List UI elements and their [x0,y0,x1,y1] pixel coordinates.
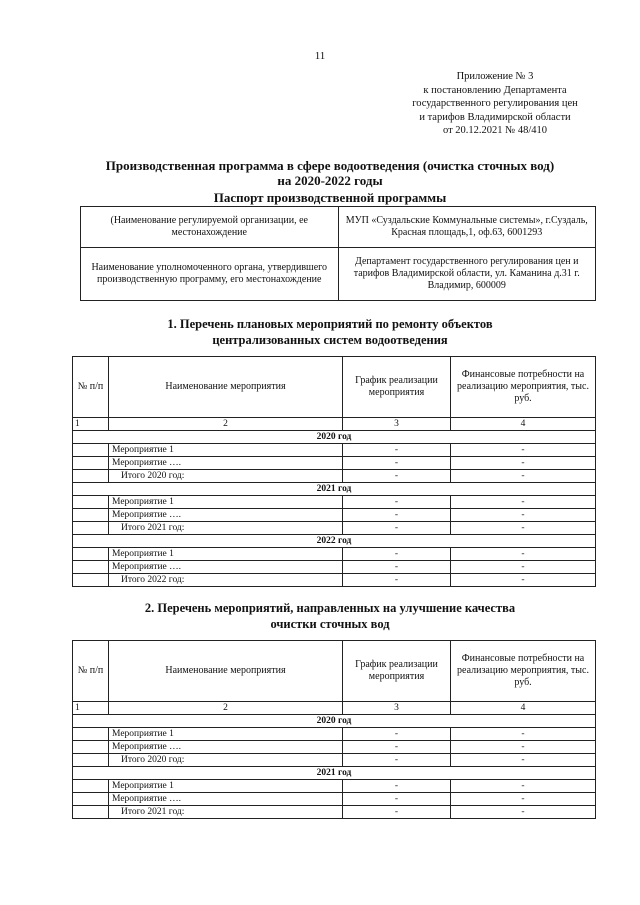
finance-cell: - [451,457,596,470]
column-number: 4 [451,702,596,715]
schedule-cell: - [343,496,451,509]
event-name: Мероприятие 1 [109,780,343,793]
table-row [73,728,596,741]
schedule-cell: - [343,522,451,535]
passport-row [81,207,596,248]
table-row [73,457,596,470]
event-name: Мероприятие …. [109,457,343,470]
table-row [73,793,596,806]
year-label: 2021 год [73,767,596,780]
authority-value: Департамент государственного регулирования цен и тарифов Владимирской области, ул. Каманина д.31 г. Владимир, 600009 [338,248,596,301]
section1-title-line1: 1. Перечень плановых мероприятий по ремонту объектов [167,317,493,331]
schedule-cell: - [343,457,451,470]
finance-cell: - [451,444,596,457]
organization-value: МУП «Суздальские Коммунальные системы», г.Суздаль, Красная площадь,1, оф.63, 6001293 [338,207,596,248]
passport-row [81,248,596,301]
passport-table [80,206,596,301]
table-row [73,522,596,535]
appendix-line: государственного регулирования цен [412,98,578,109]
repair-plan-table [72,356,596,587]
authority-label: Наименование уполномоченного органа, утвердившего производственную программу, его местонахождение [81,248,339,301]
column-number: 1 [73,418,109,431]
finance-cell: - [451,574,596,587]
document-title-line2: на 2020-2022 годы [277,173,383,188]
finance-cell: - [451,780,596,793]
appendix-line: к постановлению Департамента [423,84,567,96]
table-header-row [73,357,596,418]
finance-cell: - [451,561,596,574]
header-num: № п/п [73,357,109,418]
finance-cell: - [451,470,596,483]
column-number: 2 [109,702,343,715]
event-name: Мероприятие …. [109,741,343,754]
document-title-line1: Производственная программа в сфере водоотведения (очистка сточных вод) [105,158,555,173]
schedule-cell: - [343,470,451,483]
schedule-cell: - [343,780,451,793]
header-name: Наименование мероприятия [109,641,343,702]
appendix-line: Приложение № 3 [456,71,534,82]
year-row [73,483,596,496]
table-row [73,444,596,457]
year-row [73,431,596,444]
event-name: Мероприятие 1 [109,548,343,561]
passport-title: Паспорт производственной программы [213,190,447,205]
header-schedule: График реализации мероприятия [343,357,451,418]
table-row [73,548,596,561]
finance-cell: - [451,728,596,741]
total-label: Итого 2022 год: [109,574,343,587]
page-number: 11 [314,50,326,62]
column-number-row [73,418,596,431]
schedule-cell: - [343,561,451,574]
header-name: Наименование мероприятия [109,357,343,418]
year-label: 2020 год [73,431,596,444]
finance-cell: - [451,548,596,561]
section2-title-line2: очистки сточных вод [270,617,390,631]
event-name: Мероприятие …. [109,561,343,574]
header-finance: Финансовые потребности на реализацию мероприятия, тыс. руб. [451,357,596,418]
event-name: Мероприятие 1 [109,728,343,741]
event-name: Мероприятие …. [109,509,343,522]
table-row [73,561,596,574]
finance-cell: - [451,522,596,535]
event-name: Мероприятие 1 [109,444,343,457]
event-name: Мероприятие 1 [109,496,343,509]
year-row [73,535,596,548]
table-row [73,741,596,754]
total-label: Итого 2021 год: [109,522,343,535]
table-row [73,806,596,819]
appendix-block [395,70,595,138]
section2-title [70,600,590,632]
appendix-line: от 20.12.2021 № 48/410 [442,125,547,136]
finance-cell: - [451,509,596,522]
column-number: 3 [343,702,451,715]
header-finance: Финансовые потребности на реализацию мероприятия, тыс. руб. [451,641,596,702]
schedule-cell: - [343,806,451,819]
table-row [73,780,596,793]
section2-title-line1: 2. Перечень мероприятий, направленных на улучшение качества [144,601,516,615]
header-num: № п/п [73,641,109,702]
finance-cell: - [451,806,596,819]
schedule-cell: - [343,754,451,767]
finance-cell: - [451,793,596,806]
finance-cell: - [451,754,596,767]
organization-label: (Наименование регулируемой организации, ее местонахождение [81,207,339,248]
year-row [73,715,596,728]
document-title [70,158,590,188]
section1-title-line2: централизованных систем водоотведения [212,333,448,347]
appendix-line: и тарифов Владимирской области [419,111,571,123]
table-row [73,509,596,522]
table-row [73,574,596,587]
event-name: Мероприятие …. [109,793,343,806]
header-schedule: График реализации мероприятия [343,641,451,702]
year-label: 2022 год [73,535,596,548]
total-label: Итого 2020 год: [109,470,343,483]
column-number: 3 [343,418,451,431]
column-number: 2 [109,418,343,431]
column-number: 4 [451,418,596,431]
column-number: 1 [73,702,109,715]
year-label: 2021 год [73,483,596,496]
total-label: Итого 2021 год: [109,806,343,819]
column-number-row [73,702,596,715]
finance-cell: - [451,496,596,509]
finance-cell: - [451,741,596,754]
year-label: 2020 год [73,715,596,728]
section1-title [70,316,590,348]
table-header-row [73,641,596,702]
schedule-cell: - [343,509,451,522]
schedule-cell: - [343,728,451,741]
schedule-cell: - [343,574,451,587]
schedule-cell: - [343,741,451,754]
schedule-cell: - [343,444,451,457]
schedule-cell: - [343,548,451,561]
quality-improvement-table [72,640,596,819]
schedule-cell: - [343,793,451,806]
total-label: Итого 2020 год: [109,754,343,767]
table-row [73,496,596,509]
table-row [73,470,596,483]
table-row [73,754,596,767]
year-row [73,767,596,780]
